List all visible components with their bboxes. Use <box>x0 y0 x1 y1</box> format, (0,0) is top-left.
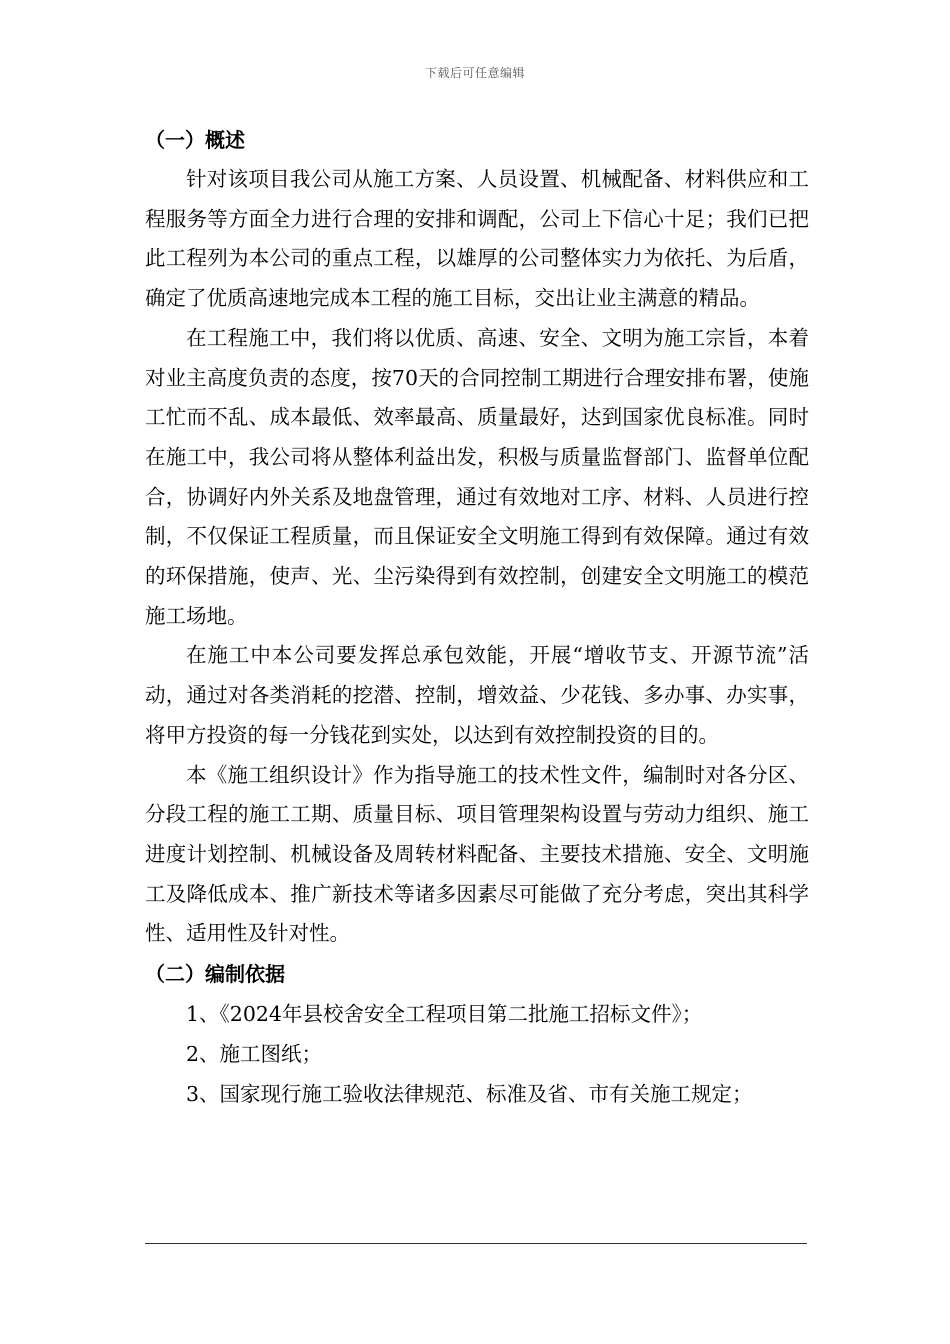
page-header: 下载后可任意编辑 <box>424 66 525 80</box>
overview-paragraph-4: 本《施工组织设计》作为指导施工的技术性文件，编制时对各分区、分段工程的施工工期、质量目标、项目管理架构设置与劳动力组织、施工进度计划控制、机械设备及周转材料配备、主要技术措施、安全、文明施工及降低成本、推广新技术等诸多因素尽可能做了充分考虑，突出其科学性、适用性及针对性。 <box>145 762 809 946</box>
document-body <box>145 120 809 1114</box>
overview-paragraph-1: 针对该项目我公司从施工方案、人员设置、机械配备、材料供应和工程服务等方面全力进行合理的安排和调配，公司上下信心十足；我们已把此工程列为本公司的重点工程，以雄厚的公司整体实力为依托、为后盾，确定了优质高速地完成本工程的施工目标，交出让业主满意的精品。 <box>145 167 809 311</box>
footer-divider <box>145 1243 807 1244</box>
overview-paragraph-2: 在工程施工中，我们将以优质、高速、安全、文明为施工宗旨，本着对业主高度负责的态度，按70天的合同控制工期进行合理安排布署，使施工忙而不乱、成本最低、效率最高、质量最好，达到国家优良标准。同时在施工中，我公司将从整体利益出发，积极与质量监督部门、监督单位配合，协调好内外关系及地盘管理，通过有效地对工序、材料、人员进行控制，不仅保证工程质量，而且保证安全文明施工得到有效保障。通过有效的环保措施，使声、光、尘污染得到有效控制，创建安全文明施工的模范施工场地。 <box>145 325 809 628</box>
basis-list-item-1: 1、《2024年县校舍安全工程项目第二批施工招标文件》； <box>186 1002 703 1027</box>
section-heading-basis: （二）编制依据 <box>145 962 285 987</box>
overview-paragraph-3: 在施工中本公司要发挥总承包效能，开展“增收节支、开源节流”活动，通过对各类消耗的挖潜、控制，增效益、少花钱、多办事、办实事，将甲方投资的每一分钱花到实处，以达到有效控制投资的目的。 <box>145 643 809 747</box>
section-heading-overview: （一）概述 <box>145 128 245 152</box>
basis-list-item-2: 2、施工图纸； <box>186 1042 323 1067</box>
basis-list-item-3: 3、国家现行施工验收法律规范、标准及省、市有关施工规定； <box>186 1082 753 1107</box>
